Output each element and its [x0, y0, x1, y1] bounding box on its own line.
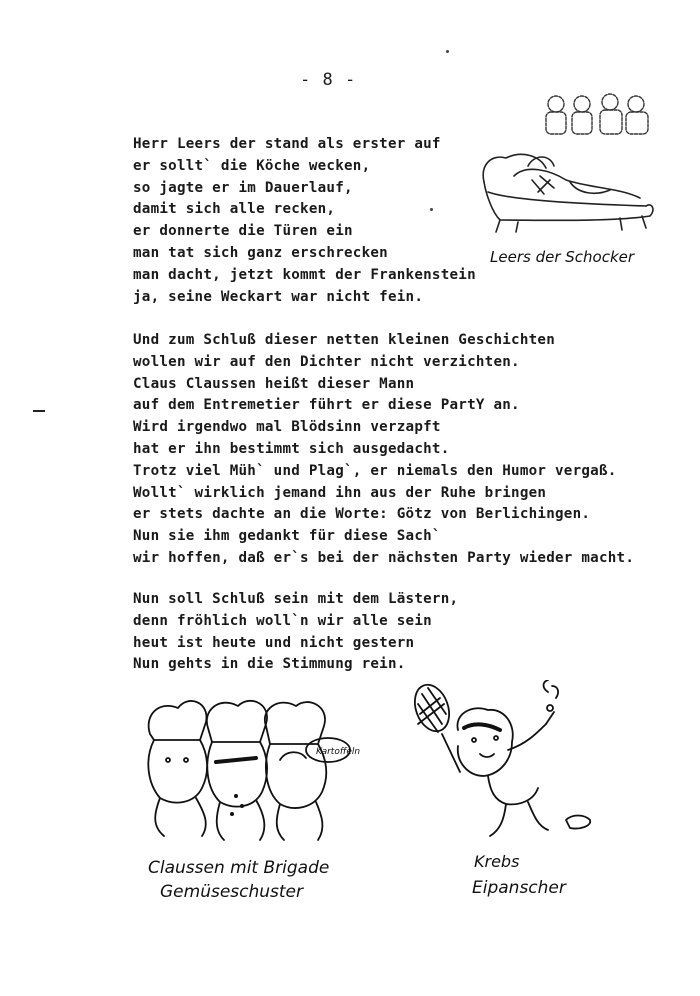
margin-mark: [33, 410, 45, 412]
page-number: - 8 -: [300, 70, 357, 90]
poem-line: Claus Claussen heißt dieser Mann: [133, 375, 415, 392]
poem-line: auf dem Entremetier führt er diese PartY an.: [133, 397, 520, 414]
poem-line: er stets dachte an die Worte: Götz von Berlichingen.: [133, 506, 591, 523]
poem-line: Wollt` wirklich jemand ihn aus der Ruhe bringen: [133, 484, 547, 501]
poem-line: Nun sie ihm gedankt für diese Sach`: [133, 528, 441, 545]
poem-line: man dacht, jetzt kommt der Frankenstein: [133, 266, 476, 283]
claussen-caption-line2: Gemüseschuster: [160, 882, 304, 902]
poem-line: Nun soll Schluß sein mit dem Lästern,: [133, 591, 459, 607]
poem-line: hat er ihn bestimmt sich ausgedacht.: [133, 440, 450, 457]
poem-stanza-2: [133, 330, 634, 570]
leers-sketch-caption: Leers der Schocker: [490, 248, 635, 266]
poem-line: Wird irgendwo mal Blödsinn verzapft: [133, 419, 441, 436]
krebs-whisk-sketch: [408, 680, 608, 850]
poem-line: wollen wir auf den Dichter nicht verzichten.: [133, 353, 520, 370]
poem-line: heut ist heute und nicht gestern: [133, 634, 415, 651]
poem-line: Und zum Schluß dieser netten kleinen Geschichten: [133, 332, 555, 348]
krebs-caption-line2: Eipanscher: [472, 878, 566, 898]
poem-line: wir hoffen, daß er`s bei der nächsten Party wieder macht.: [133, 549, 635, 566]
poem-line: so jagte er im Dauerlauf,: [133, 179, 353, 196]
scan-speck: [430, 208, 433, 211]
krebs-caption-line1: Krebs: [474, 852, 520, 871]
poem-line: Trotz viel Müh` und Plag`, er niemals den Humor vergaß.: [133, 462, 617, 479]
poem-line: Herr Leers der stand als erster auf: [133, 136, 441, 152]
claussen-brigade-sketch: [130, 688, 370, 856]
poem-stanza-3: [133, 589, 458, 676]
poem-line: Nun gehts in die Stimmung rein.: [133, 656, 406, 673]
scan-speck: [446, 50, 449, 53]
pot-label: Kartoffeln: [316, 747, 361, 757]
poem-line: ja, seine Weckart war nicht fein.: [133, 288, 424, 305]
poem-line: denn fröhlich woll`n wir alle sein: [133, 612, 432, 629]
poem-stanza-1: [133, 134, 476, 308]
poem-line: er donnerte die Türen ein: [133, 223, 353, 240]
poem-line: man tat sich ganz erschrecken: [133, 244, 388, 261]
poem-line: er sollt` die Köche wecken,: [133, 157, 371, 174]
poem-line: damit sich alle recken,: [133, 201, 336, 218]
leers-sofa-sketch: [470, 84, 670, 248]
claussen-caption-line1: Claussen mit Brigade: [148, 858, 330, 878]
